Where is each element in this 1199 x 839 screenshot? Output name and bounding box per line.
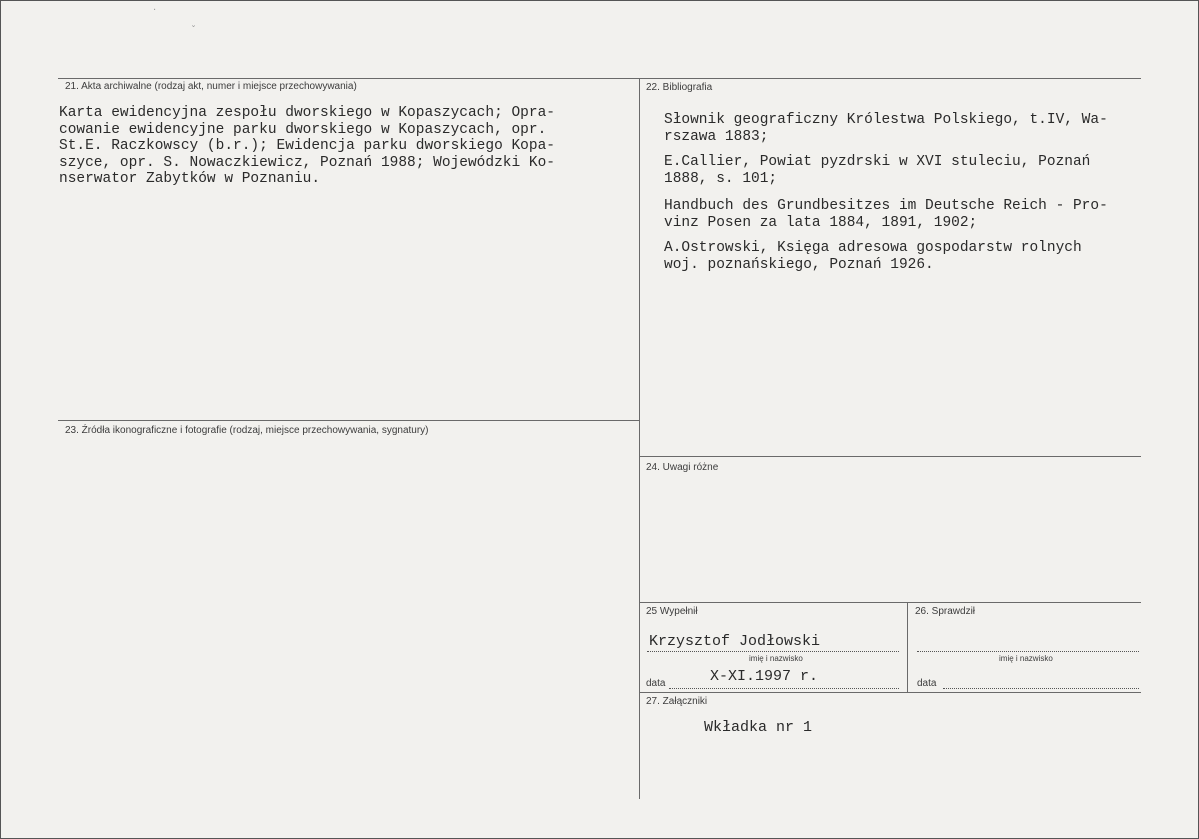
verifier-date-label: data [917,678,937,689]
divider-25-26 [907,602,908,692]
name-caption: imię i nazwisko [749,654,803,663]
bibliography-line: E.Callier, Powiat pyzdrski w XVI stuleciu, Poznań [664,154,1091,170]
archival-line: St.E. Raczkowscy (b.r.); Ewidencja parku dworskiego Kopa- [59,138,555,154]
filled-by-name: Krzysztof Jodłowski [649,633,821,650]
rule-section-24 [639,456,1141,457]
verifier-name-line [917,651,1139,652]
bibliography-line: 1888, s. 101; [664,170,778,187]
name-line [647,651,899,652]
archival-line: Karta ewidencyjna zespołu dworskiego w Kopaszycach; Opra- [59,105,555,121]
archival-line: szyce, opr. S. Nowaczkiewicz, Poznań 1988; Wojewódzki Ko- [59,154,555,171]
bibliography-line: rszawa 1883; [664,128,769,145]
date-label: data [646,678,666,689]
bibliography-entry [664,154,1090,187]
section-24-label: 24. Uwagi różne [646,462,719,473]
section-23-label: 23. Źródła ikonograficzne i fotografie (rodzaj, miejsce przechowywania, sygnatury) [65,425,429,436]
section-21-label: 21. Akta archiwalne (rodzaj akt, numer i miejsce przechowywania) [65,81,357,92]
verifier-date-line [943,688,1139,689]
rule-section-27 [639,692,1141,693]
date-line [669,688,899,689]
bibliography-entry [664,112,1108,145]
bibliography-line: A.Ostrowski, Księga adresowa gospodarstw rolnych [664,240,1082,256]
archival-records-text [59,105,555,188]
filled-date: X-XI.1997 r. [710,668,819,685]
section-22-label: 22. Bibliografia [646,82,713,93]
rule-section-25 [639,602,1141,603]
archival-line: nserwator Zabytków w Poznaniu. [59,171,321,187]
section-27-label: 27. Załączniki [646,696,708,707]
attachments-value: Wkładka nr 1 [704,719,813,736]
bibliography-line: Słownik geograficzny Królestwa Polskiego, t.IV, Wa- [664,112,1108,128]
paper-speck: · [153,5,157,16]
section-25-label: 25 Wypełnił [646,606,698,617]
paper-speck: ˇ [191,25,196,36]
archival-line: cowanie ewidencyjne parku dworskiego w Kopaszycach, opr. [59,121,547,138]
bibliography-entry [664,198,1108,231]
bibliography-entry [664,240,1082,273]
top-rule [58,78,1141,79]
rule-section-23 [58,420,639,421]
section-26-label: 26. Sprawdził [915,606,976,617]
center-divider [639,78,640,799]
bibliography-line: woj. poznańskiego, Poznań 1926. [664,256,934,273]
verifier-name-caption: imię i nazwisko [999,654,1053,663]
bibliography-line: Handbuch des Grundbesitzes im Deutsche Reich - Pro- [664,198,1108,214]
bibliography-line: vinz Posen za lata 1884, 1891, 1902; [664,214,978,231]
